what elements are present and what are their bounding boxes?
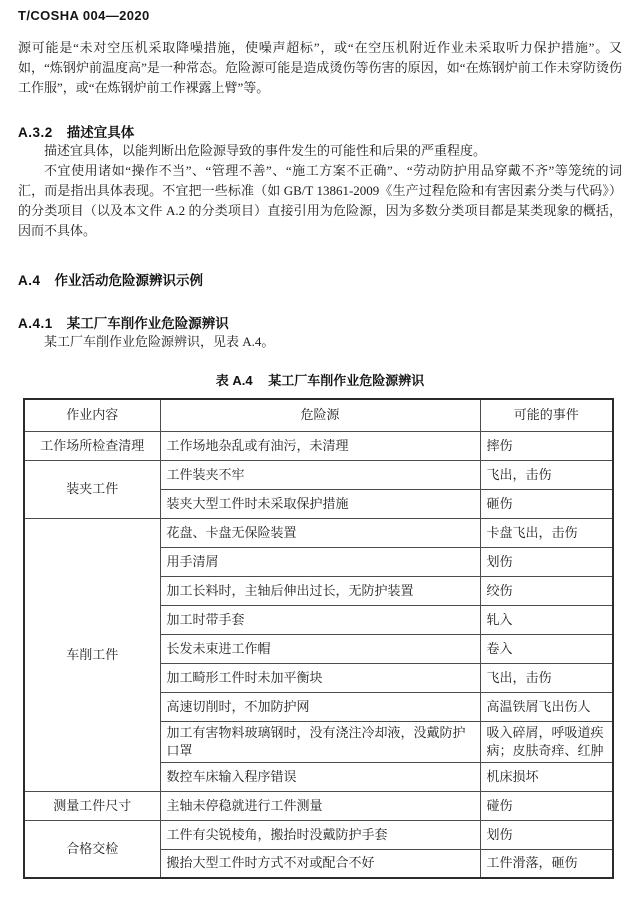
event-cell: 卷入	[480, 634, 613, 663]
hazard-cell: 用手清屑	[160, 547, 480, 576]
table-header-row	[24, 399, 613, 431]
section-number: A.4	[18, 273, 41, 288]
section-title: 描述宜具体	[66, 125, 135, 140]
event-cell: 划伤	[480, 547, 613, 576]
table-caption	[18, 370, 622, 389]
event-cell: 飞出，击伤	[480, 460, 613, 489]
activity-cell: 装夹工件	[24, 460, 160, 518]
hazard-cell: 花盘、卡盘无保险装置	[160, 518, 480, 547]
column-header-activity: 作业内容	[24, 399, 160, 431]
hazard-cell: 加工时带手套	[160, 605, 480, 634]
hazard-cell: 工作场地杂乱或有油污，未清理	[160, 431, 480, 460]
section-number: A.3.2	[18, 125, 53, 140]
doc-number: T/COSHA 004—2020	[18, 8, 150, 23]
table-row	[24, 431, 613, 460]
section-title: 作业活动危险源辨识示例	[54, 273, 204, 288]
table-row	[24, 460, 613, 489]
activity-cell: 工作场所检查清理	[24, 431, 160, 460]
event-cell: 摔伤	[480, 431, 613, 460]
hazard-cell: 高速切削时，不加防护网	[160, 692, 480, 721]
event-cell: 飞出，击伤	[480, 663, 613, 692]
table-caption-title: 某工厂车削作业危险源辨识	[268, 373, 425, 388]
section-heading-a4	[18, 269, 622, 289]
event-cell: 高温铁屑飞出伤人	[480, 692, 613, 721]
event-cell: 绞伤	[480, 576, 613, 605]
section-number: A.4.1	[18, 316, 53, 331]
section-title: 某工厂车削作业危险源辨识	[66, 316, 229, 331]
hazard-cell: 加工畸形工件时未加平衡块	[160, 663, 480, 692]
hazard-cell: 加工有害物料玻璃钢时，没有浇注冷却液，没戴防护口罩	[160, 721, 480, 762]
hazard-cell: 加工长料时，主轴后伸出过长，无防护装置	[160, 576, 480, 605]
event-cell: 卡盘飞出，击伤	[480, 518, 613, 547]
table-row	[24, 820, 613, 849]
hazard-cell: 数控车床输入程序错误	[160, 762, 480, 791]
event-cell: 砸伤	[480, 489, 613, 518]
section-heading-a41	[18, 312, 622, 332]
activity-cell: 合格交检	[24, 820, 160, 878]
event-cell: 碰伤	[480, 791, 613, 820]
column-header-hazard: 危险源	[160, 399, 480, 431]
paragraph-a32-2: 不宜使用诸如“操作不当”、“管理不善”、“施工方案不正确”、“劳动防护用品穿戴不齐”等笼统的词汇，而是指出具体表现。不宜把一些标准（如 GB/T 13861-2009《生产过程危险和有害因素分类与代码》）的分类项目（以及本文件 A.2 的分类项目）直接引用为危险源，因为多数分类项目都是某类现象的概括，因而不具体。	[18, 163, 622, 238]
hazard-cell: 工件装夹不牢	[160, 460, 480, 489]
table-caption-label: 表 A.4	[215, 373, 253, 388]
event-cell: 机床损坏	[480, 762, 613, 791]
hazard-cell: 装夹大型工件时未采取保护措施	[160, 489, 480, 518]
event-cell: 轧入	[480, 605, 613, 634]
table-row	[24, 518, 613, 547]
event-cell: 工件滑落，砸伤	[480, 849, 613, 878]
hazard-cell: 长发未束进工作帽	[160, 634, 480, 663]
activity-cell: 车削工件	[24, 518, 160, 791]
hazard-cell: 主轴未停稳就进行工件测量	[160, 791, 480, 820]
paragraph-a32-1: 描述宜具体，以能判断出危险源导致的事件发生的可能性和后果的严重程度。	[44, 143, 487, 158]
paragraph-a41: 某工厂车削作业危险源辨识，见表 A.4。	[44, 334, 275, 349]
column-header-event: 可能的事件	[480, 399, 613, 431]
table-row	[24, 791, 613, 820]
hazard-cell: 工件有尖锐棱角，搬抬时没戴防护手套	[160, 820, 480, 849]
event-cell: 划伤	[480, 820, 613, 849]
hazard-identification-table	[23, 398, 614, 879]
intro-paragraph: 源可能是“未对空压机采取降噪措施，使噪声超标”，或“在空压机附近作业未采取听力保护措施”。又如，“炼钢炉前温度高”是一种常态。危险源可能是造成烫伤等伤害的原因，如“在炼钢炉前工作未穿防烫伤工作服”，或“在炼钢炉前工作裸露上臂”等。	[18, 40, 622, 95]
section-heading-a32	[18, 121, 622, 141]
event-cell: 吸入碎屑，呼吸道疾病；皮肤奇痒、红肿	[480, 721, 613, 762]
activity-cell: 测量工件尺寸	[24, 791, 160, 820]
hazard-cell: 搬抬大型工件时方式不对或配合不好	[160, 849, 480, 878]
